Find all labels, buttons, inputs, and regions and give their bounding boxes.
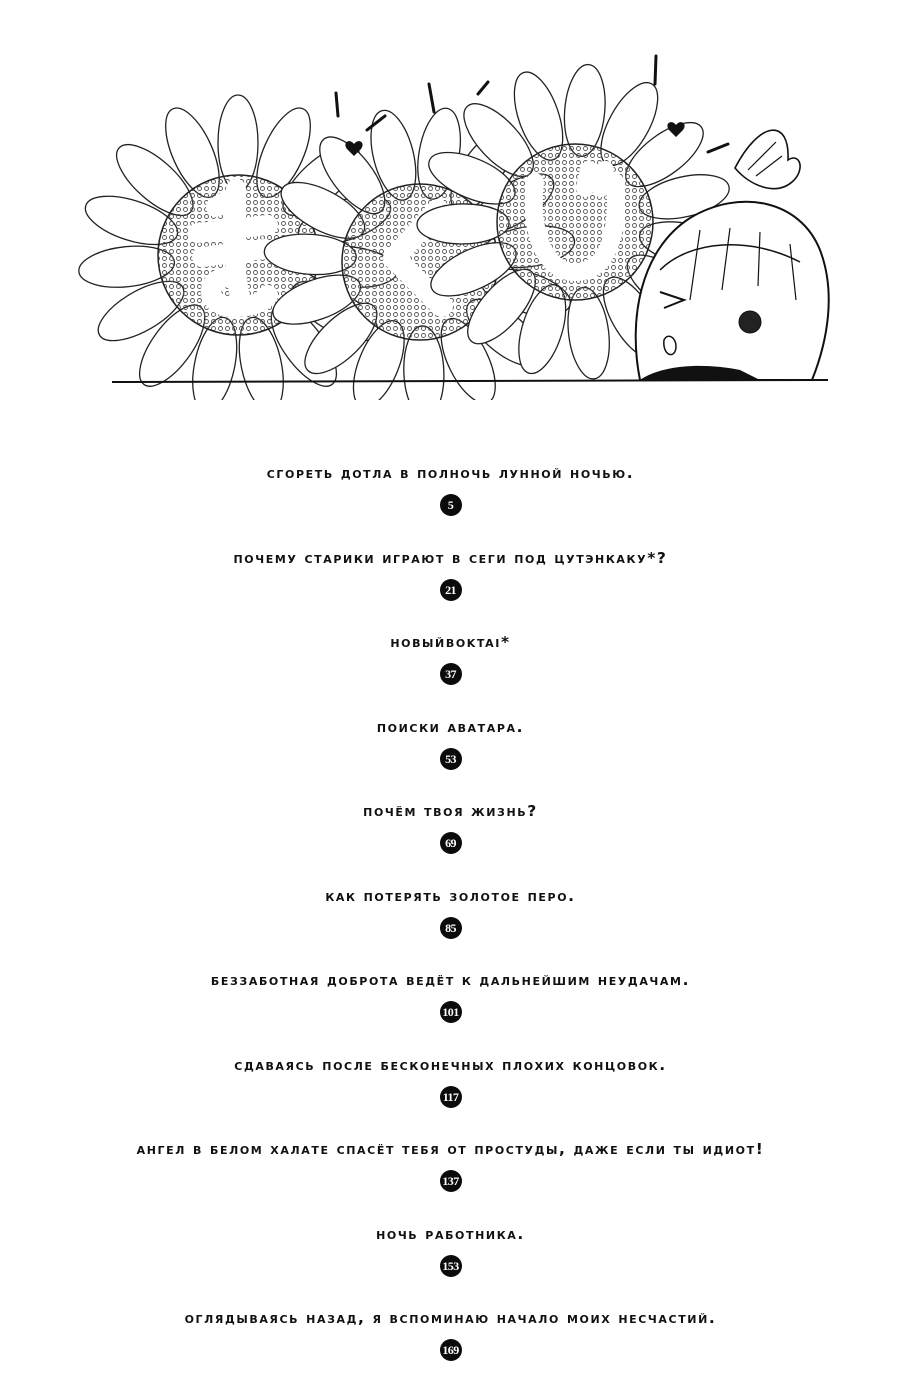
toc-entry [0, 1299, 901, 1384]
page-number-badge: 137 [440, 1170, 462, 1192]
toc-entry [0, 539, 901, 624]
page-number-badge: 37 [440, 663, 462, 685]
page-number-badge: 53 [440, 748, 462, 770]
toc-entry [0, 1046, 901, 1131]
toc-entry [0, 877, 901, 962]
chapter-title: поиски аватара. [376, 717, 525, 736]
chapter-title: беззаботная доброта ведёт к дальнейшим неудачам. [210, 971, 691, 989]
toc-entry [0, 454, 901, 539]
table-of-contents [0, 454, 901, 1384]
chapter-title: ангел в белом халате спасёт тебя от простуды, даже если ты идиот! [136, 1140, 765, 1158]
sunflower-header-illustration [0, 0, 901, 400]
toc-entry [0, 623, 901, 708]
page-number-badge: 117 [440, 1086, 462, 1108]
page-number-badge: 101 [440, 1001, 462, 1023]
chapter-title: сдаваясь после бесконечных плохих концовок. [234, 1055, 667, 1074]
toc-entry [0, 961, 901, 1046]
chapter-title: оглядываясь назад, я вспоминаю начало моих несчастий. [184, 1309, 717, 1327]
toc-entry [0, 1130, 901, 1215]
chapter-title: новыйboktai* [390, 633, 511, 651]
chapter-title: как потерять золотое перо. [325, 886, 576, 905]
page-number-badge: 69 [440, 832, 462, 854]
toc-entry [0, 1215, 901, 1300]
toc-entry [0, 792, 901, 877]
chapter-title: ночь работника. [376, 1224, 525, 1243]
page-number-badge: 5 [440, 494, 462, 516]
chapter-title: почему старики играют в сеги под цутэнкаку*? [233, 548, 668, 567]
page-number-badge: 85 [440, 917, 462, 939]
page-number-badge: 153 [440, 1255, 462, 1277]
page-number-badge: 169 [440, 1339, 462, 1361]
toc-entry [0, 708, 901, 793]
chapter-title: сгореть дотла в полночь лунной ночью. [266, 464, 635, 482]
chapter-title: почём твоя жизнь? [363, 802, 538, 820]
page-number-badge: 21 [440, 579, 462, 601]
